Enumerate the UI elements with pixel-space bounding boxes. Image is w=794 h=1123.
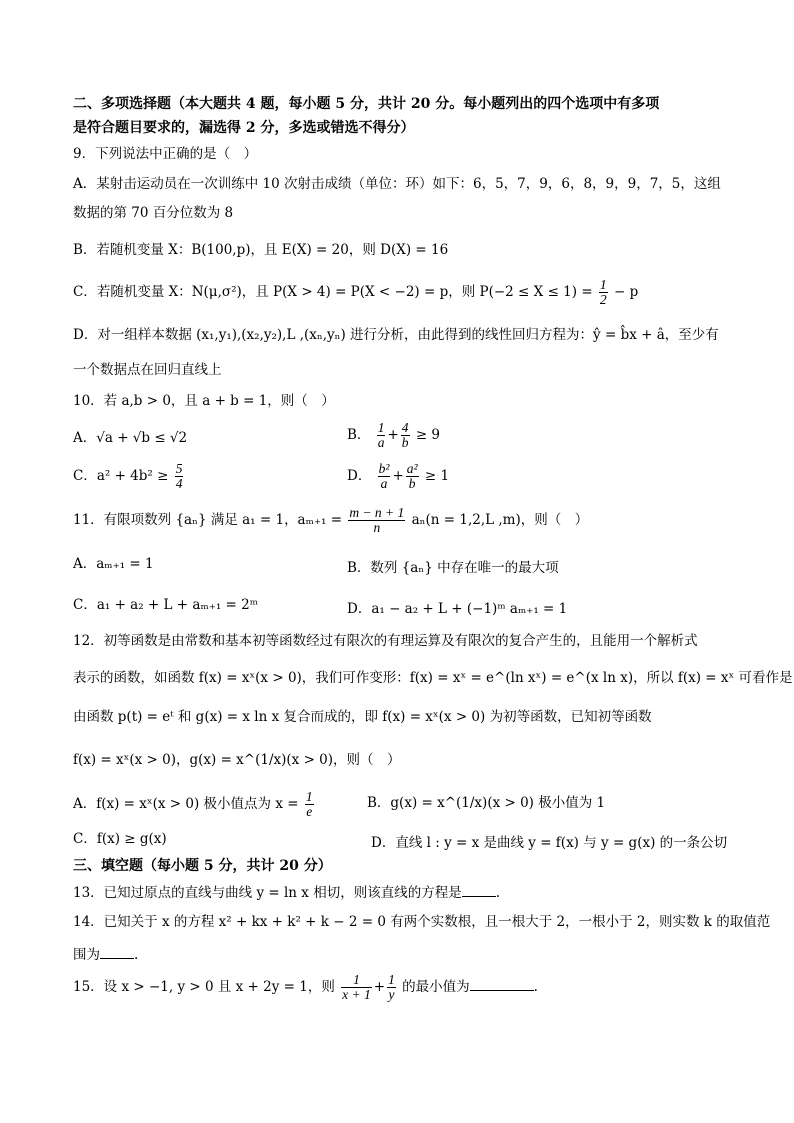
q15-answer-blank[interactable] xyxy=(470,978,534,991)
section2-heading-line2: 是符合题目要求的，漏选得 2 分，多选或错选不得分） xyxy=(73,120,415,136)
q9-option-d-line2: 一个数据点在回归直线上 xyxy=(73,362,222,378)
q10-option-b-label: B． xyxy=(347,427,371,444)
q9-option-c-post: − p xyxy=(613,284,639,301)
q12-option-a-denominator: e xyxy=(306,804,313,820)
q12-option-d: D．直线 l : y = x 是曲线 y = f(x) 与 y = g(x) 的一条公切 xyxy=(371,835,728,851)
q10-option-d-f1-numerator: b² xyxy=(378,461,390,476)
q12-option-a-numerator: 1 xyxy=(305,789,313,804)
q15-f2-denominator: y xyxy=(388,987,395,1003)
q10-option-d-plus: + xyxy=(392,468,404,485)
q9-option-a-line1: A．某射击运动员在一次训练中 10 次射击成绩（单位：环）如下：6，5，7，9，6，8，9，9，7，5，这组 xyxy=(73,176,721,192)
q12-line4: f(x) = xˣ(x > 0)，g(x) = x^(1/x)(x > 0)，则（ ） xyxy=(73,752,401,768)
q9-option-c-pre: C．若随机变量 X：N(μ,σ²)，且 P(X > 4) = P(X < −2) = p，则 P(−2 ≤ X ≤ 1) = xyxy=(73,284,593,301)
q14-text: 围为 xyxy=(73,947,100,963)
q12-line1: 12．初等函数是由常数和基本初等函数经过有限次的有理运算及有限次的复合产生的，且能用一个解析式 xyxy=(73,633,698,649)
q10-option-b-post: ≥ 9 xyxy=(415,427,441,444)
q10-option-c xyxy=(73,462,185,491)
q10-option-a: A．√a + √b ≤ √2 xyxy=(73,430,188,446)
q11-stem-fraction xyxy=(348,506,405,535)
q10-option-d-f1-denominator: a xyxy=(380,476,388,492)
q15-fraction2 xyxy=(387,973,396,1002)
q10-option-d-fraction2 xyxy=(406,462,419,491)
q12-option-b: B．g(x) = x^(1/x)(x > 0) 极小值为 1 xyxy=(367,795,606,811)
q11-option-a: A．aₘ₊₁ = 1 xyxy=(73,556,154,572)
q13-text: 13．已知过原点的直线与曲线 y = ln x 相切，则该直线的方程是 xyxy=(73,885,462,901)
q9-option-b: B．若随机变量 X：B(100,p)，且 E(X) = 20，则 D(X) = 16 xyxy=(73,242,449,258)
q12-line2: 表示的函数，如函数 f(x) = xˣ(x > 0)，我们可作变形：f(x) = xˣ = e^(ln xˣ) = e^(x ln x)，所以 f(x) = xˣ 可看作是 xyxy=(73,670,793,686)
q9-option-c xyxy=(73,278,638,307)
q11-option-b: B．数列 {aₙ} 中存在唯一的最大项 xyxy=(347,560,559,576)
q10-option-b-f1-denominator: a xyxy=(377,435,385,451)
q10-option-d-fraction1 xyxy=(378,462,391,491)
q10-option-c-denominator: 4 xyxy=(175,476,183,492)
q10-option-b-f2-denominator: b xyxy=(401,435,409,451)
q15-plus: + xyxy=(373,979,386,996)
q10-option-d-f2-denominator: b xyxy=(408,476,416,492)
q14-line2 xyxy=(73,946,138,963)
q13 xyxy=(73,884,500,901)
q15-f1-numerator: 1 xyxy=(341,973,372,988)
q10-option-d-post: ≥ 1 xyxy=(424,468,450,485)
q9-option-c-numerator: 1 xyxy=(599,277,607,292)
q10-option-b-f2-numerator: 4 xyxy=(401,420,409,435)
q15-f1-denominator: x + 1 xyxy=(342,987,371,1003)
q11-stem xyxy=(73,506,588,535)
q11-stem-numerator: m − n + 1 xyxy=(349,505,405,520)
q10-option-d-label: D． xyxy=(347,468,372,485)
q10-option-c-numerator: 5 xyxy=(175,461,183,476)
q10-option-b-fraction2 xyxy=(401,421,410,450)
q10-option-d xyxy=(347,462,449,491)
q12-option-a xyxy=(73,790,316,819)
q12-option-a-pre: A．f(x) = xˣ(x > 0) 极小值点为 x = xyxy=(73,796,299,813)
q9-option-c-denominator: 2 xyxy=(599,292,607,308)
q9-option-d-line1: D．对一组样本数据 (x₁,y₁),(x₂,y₂),L ,(xₙ,yₙ) 进行分析，由此得到的线性回归方程为：ŷ = b̂x + â，至少有 xyxy=(73,327,719,343)
q15-pre: 15．设 x > −1, y > 0 且 x + 2y = 1，则 xyxy=(73,979,335,996)
q10-option-b xyxy=(347,421,440,450)
q10-option-b-fraction1 xyxy=(377,421,386,450)
q10-option-c-pre: C．a² + 4b² ≥ xyxy=(73,468,169,485)
q15-post: 的最小值为 xyxy=(402,979,470,996)
q11-option-c: C．a₁ + a₂ + L + aₘ₊₁ = 2ᵐ xyxy=(73,597,259,613)
q10-option-c-fraction xyxy=(175,462,184,491)
q12-line3: 由函数 p(t) = eᵗ 和 g(x) = x ln x 复合而成的，即 f(x) = xˣ(x > 0) 为初等函数，已知初等函数 xyxy=(73,709,652,725)
q10-stem: 10．若 a,b > 0，且 a + b = 1，则（ ） xyxy=(73,393,335,409)
q12-option-c: C．f(x) ≥ g(x) xyxy=(73,831,167,847)
section2-heading-line1: 二、多项选择题（本大题共 4 题，每小题 5 分，共计 20 分。每小题列出的四个选项中有多项 xyxy=(73,96,660,112)
q12-option-a-fraction xyxy=(305,790,314,819)
q14-line1: 14．已知关于 x 的方程 x² + kx + k² + k − 2 = 0 有两个实数根，且一根大于 2，一根小于 2，则实数 k 的取值范 xyxy=(73,914,771,930)
q13-end: . xyxy=(495,885,500,901)
q11-stem-post: aₙ(n = 1,2,L ,m)，则（ ） xyxy=(411,512,589,529)
q14-end: . xyxy=(134,947,139,963)
q11-stem-denominator: n xyxy=(373,520,381,536)
q15 xyxy=(73,973,538,1002)
section3-heading: 三、填空题（每小题 5 分，共计 20 分） xyxy=(73,858,332,874)
q10-option-b-f1-numerator: 1 xyxy=(377,420,385,435)
q15-end: . xyxy=(533,979,538,996)
q15-fraction1 xyxy=(341,973,372,1002)
q11-option-d: D．a₁ − a₂ + L + (−1)ᵐ aₘ₊₁ = 1 xyxy=(347,601,568,617)
q10-option-d-f2-numerator: a² xyxy=(406,461,418,476)
q9-option-a-line2: 数据的第 70 百分位数为 8 xyxy=(73,205,234,221)
q13-answer-blank[interactable] xyxy=(462,884,496,897)
q10-option-b-plus: + xyxy=(387,427,399,444)
q9-stem: 9．下列说法中正确的是（ ） xyxy=(73,146,258,162)
q9-option-c-fraction xyxy=(599,278,608,307)
q15-f2-numerator: 1 xyxy=(388,972,395,987)
q11-stem-pre: 11．有限项数列 {aₙ} 满足 a₁ = 1，aₘ₊₁ = xyxy=(73,512,343,529)
q14-answer-blank[interactable] xyxy=(100,946,134,959)
